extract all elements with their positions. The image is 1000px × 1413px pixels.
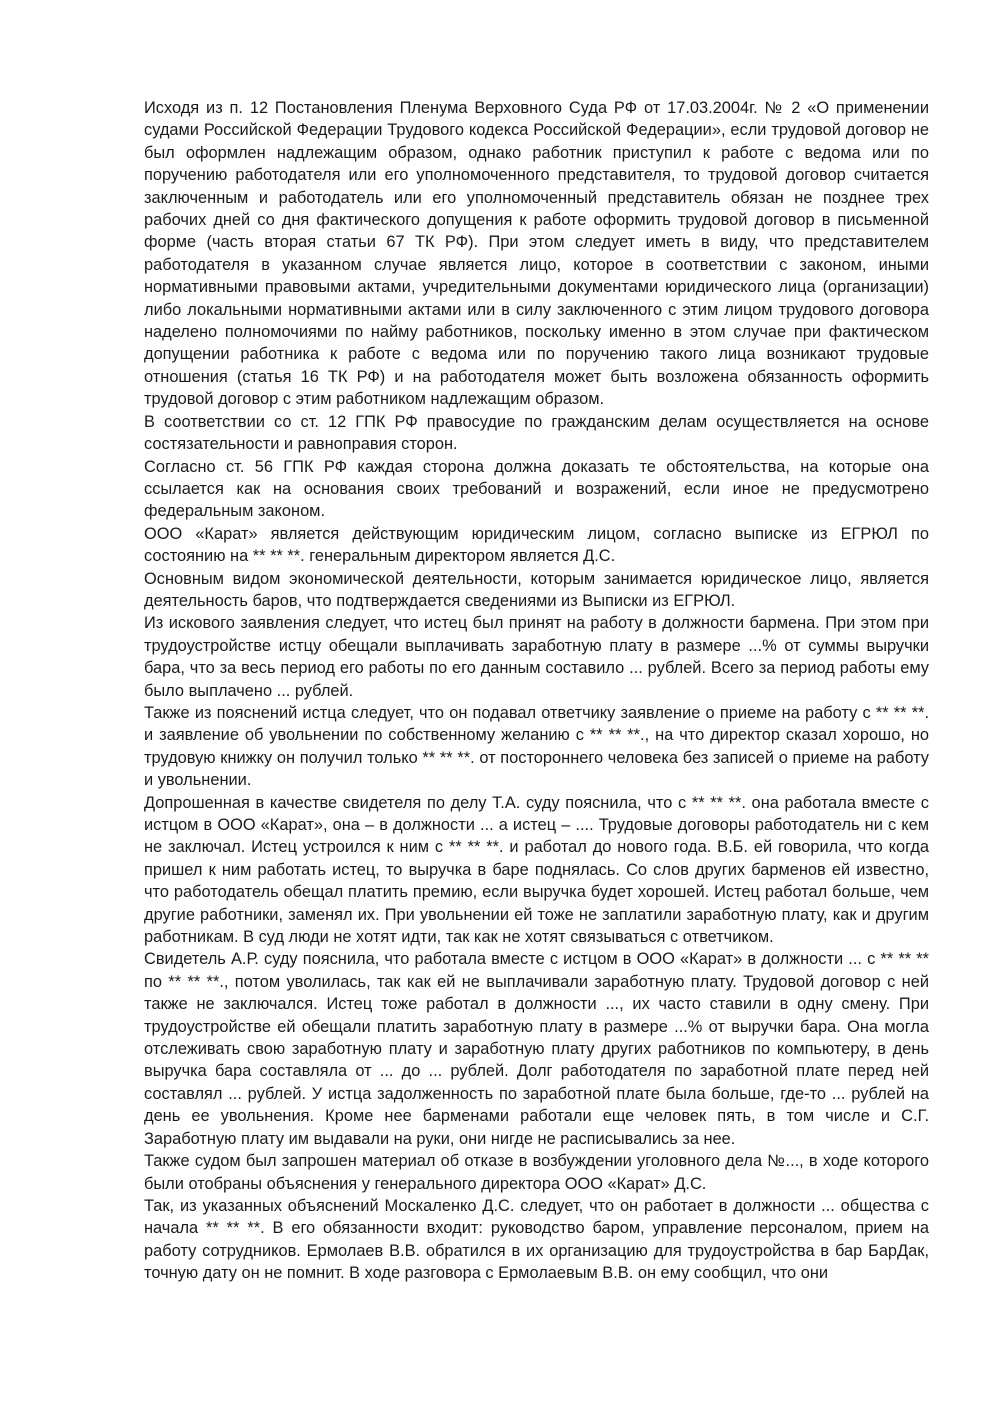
paragraph: Допрошенная в качестве свидетеля по делу Т.А. суду пояснила, что с ** ** **. она работала вместе с истцом в ООО «Карат», она – в должности ... а истец – .... Трудовые договоры работодатель ни с кем не заключал. Истец устроился к ним с ** ** **. и работал до нового года. В.Б. ей говорила, что когда пришел к ним работать истец, то выручка в баре поднялась. Со слов других барменов ей известно, что работодатель обещал платить премию, если выручка будет хорошей. Истец работал больше, чем другие работники, заменял их. При увольнении ей тоже не заплатили заработную плату, как и другим работникам. В суд люди не хотят идти, так как не хотят связываться с ответчиком. — [144, 793, 929, 947]
paragraph: В соответствии со ст. 12 ГПК РФ правосудие по гражданским делам осуществляется на основе состязательности и равноправия сторон. — [144, 412, 929, 454]
paragraph: Согласно ст. 56 ГПК РФ каждая сторона должна доказать те обстоятельства, на которые она ссылается как на основания своих требований и возражений, если иное не предусмотрено федеральным законом. — [144, 457, 929, 521]
paragraph: Основным видом экономической деятельности, которым занимается юридическое лицо, является деятельность баров, что подтверждается сведениями из Выписки из ЕГРЮЛ. — [144, 569, 929, 610]
paragraph: Свидетель А.Р. суду пояснила, что работала вместе с истцом в ООО «Карат» в должности ... с ** ** ** по ** ** **., потом уволилась, так как ей не выплачивали заработную плату. Трудовой договор с ней также не заключался. Истец тоже работал в должности ..., их часто ставили в одну смену. При трудоустройстве ей обещали платить заработную плату в размере ...% от выручки бара. Она могла отслеживать свою заработную плату и заработную плату других работников по компьютеру, в день выручка бара составляла от ... до ... рублей. Долг работодателя по заработной плате перед ней составлял ... рублей. У истца задолженность по заработной плате была больше, где-то ... рублей на день ее увольнения. Кроме нее барменами работали еще человек пять, в том числе и С.Г. Заработную плату им выдавали на руки, они нигде не расписывались за нее. — [144, 950, 929, 1148]
document-body — [144, 97, 929, 1285]
paragraph: Из искового заявления следует, что истец был принят на работу в должности бармена. При этом при трудоустройстве истцу обещали выплачивать заработную плату в размере ...% от суммы выручки бара, что за весь период его работы по его данным составило ... рублей. Всего за период работы ему было выплачено ... рублей. — [144, 614, 929, 700]
paragraph: Также судом был запрошен материал об отказе в возбуждении уголовного дела №..., в ходе которого были отобраны объяснения у генерального директора ООО «Карат» Д.С. — [144, 1152, 929, 1193]
paragraph: Также из пояснений истца следует, что он подавал ответчику заявление о приеме на работу с ** ** **. и заявление об увольнении по собственному желанию с ** ** **., на что директор сказал хорошо, но трудовую книжку он получил только ** ** **. от постороннего человека без записей о приеме на работу и увольнении. — [144, 703, 929, 790]
paragraph: ООО «Карат» является действующим юридическим лицом, согласно выписке из ЕГРЮЛ по состоянию на ** ** **. генеральным директором является Д.С. — [144, 524, 929, 566]
paragraph: Исходя из п. 12 Постановления Пленума Верховного Суда РФ от 17.03.2004г. № 2 «О применении судами Российской Федерации Трудового кодекса Российской Федерации», если трудовой договор не был оформлен надлежащим образом, однако работник приступил к работе с ведома или по поручению работодателя или его уполномоченного представителя, то трудовой договор считается заключенным и работодатель или его уполномоченный представитель обязан не позднее трех рабочих дней со дня фактического допущения к работе оформить трудовой договор в письменной форме (часть вторая статьи 67 ТК РФ). При этом следует иметь в виду, что представителем работодателя в указанном случае является лицо, которое в соответствии с законом, иными нормативными правовыми актами, учредительными документами юридического лица (организации) либо локальными нормативными актами или в силу заключенного с этим лицом трудового договора наделено полномочиями по найму работников, поскольку именно в этом случае при фактическом допущении работника к работе с ведома или по поручению такого лица возникают трудовые отношения (статья 16 ТК РФ) и на работодателя может быть возложена обязанность оформить трудовой договор с этим работником надлежащим образом. — [144, 99, 929, 409]
paragraph: Так, из указанных объяснений Москаленко Д.С. следует, что он работает в должности ... общества с начала ** ** **. В его обязанности входит: руководство баром, управление персоналом, прием на работу сотрудников. Ермолаев В.В. обратился в их организацию для трудоустройства в бар БарДак, точную дату он не помнит. В ходе разговора с Ермолаевым В.В. он ему сообщил, что они — [144, 1196, 929, 1283]
